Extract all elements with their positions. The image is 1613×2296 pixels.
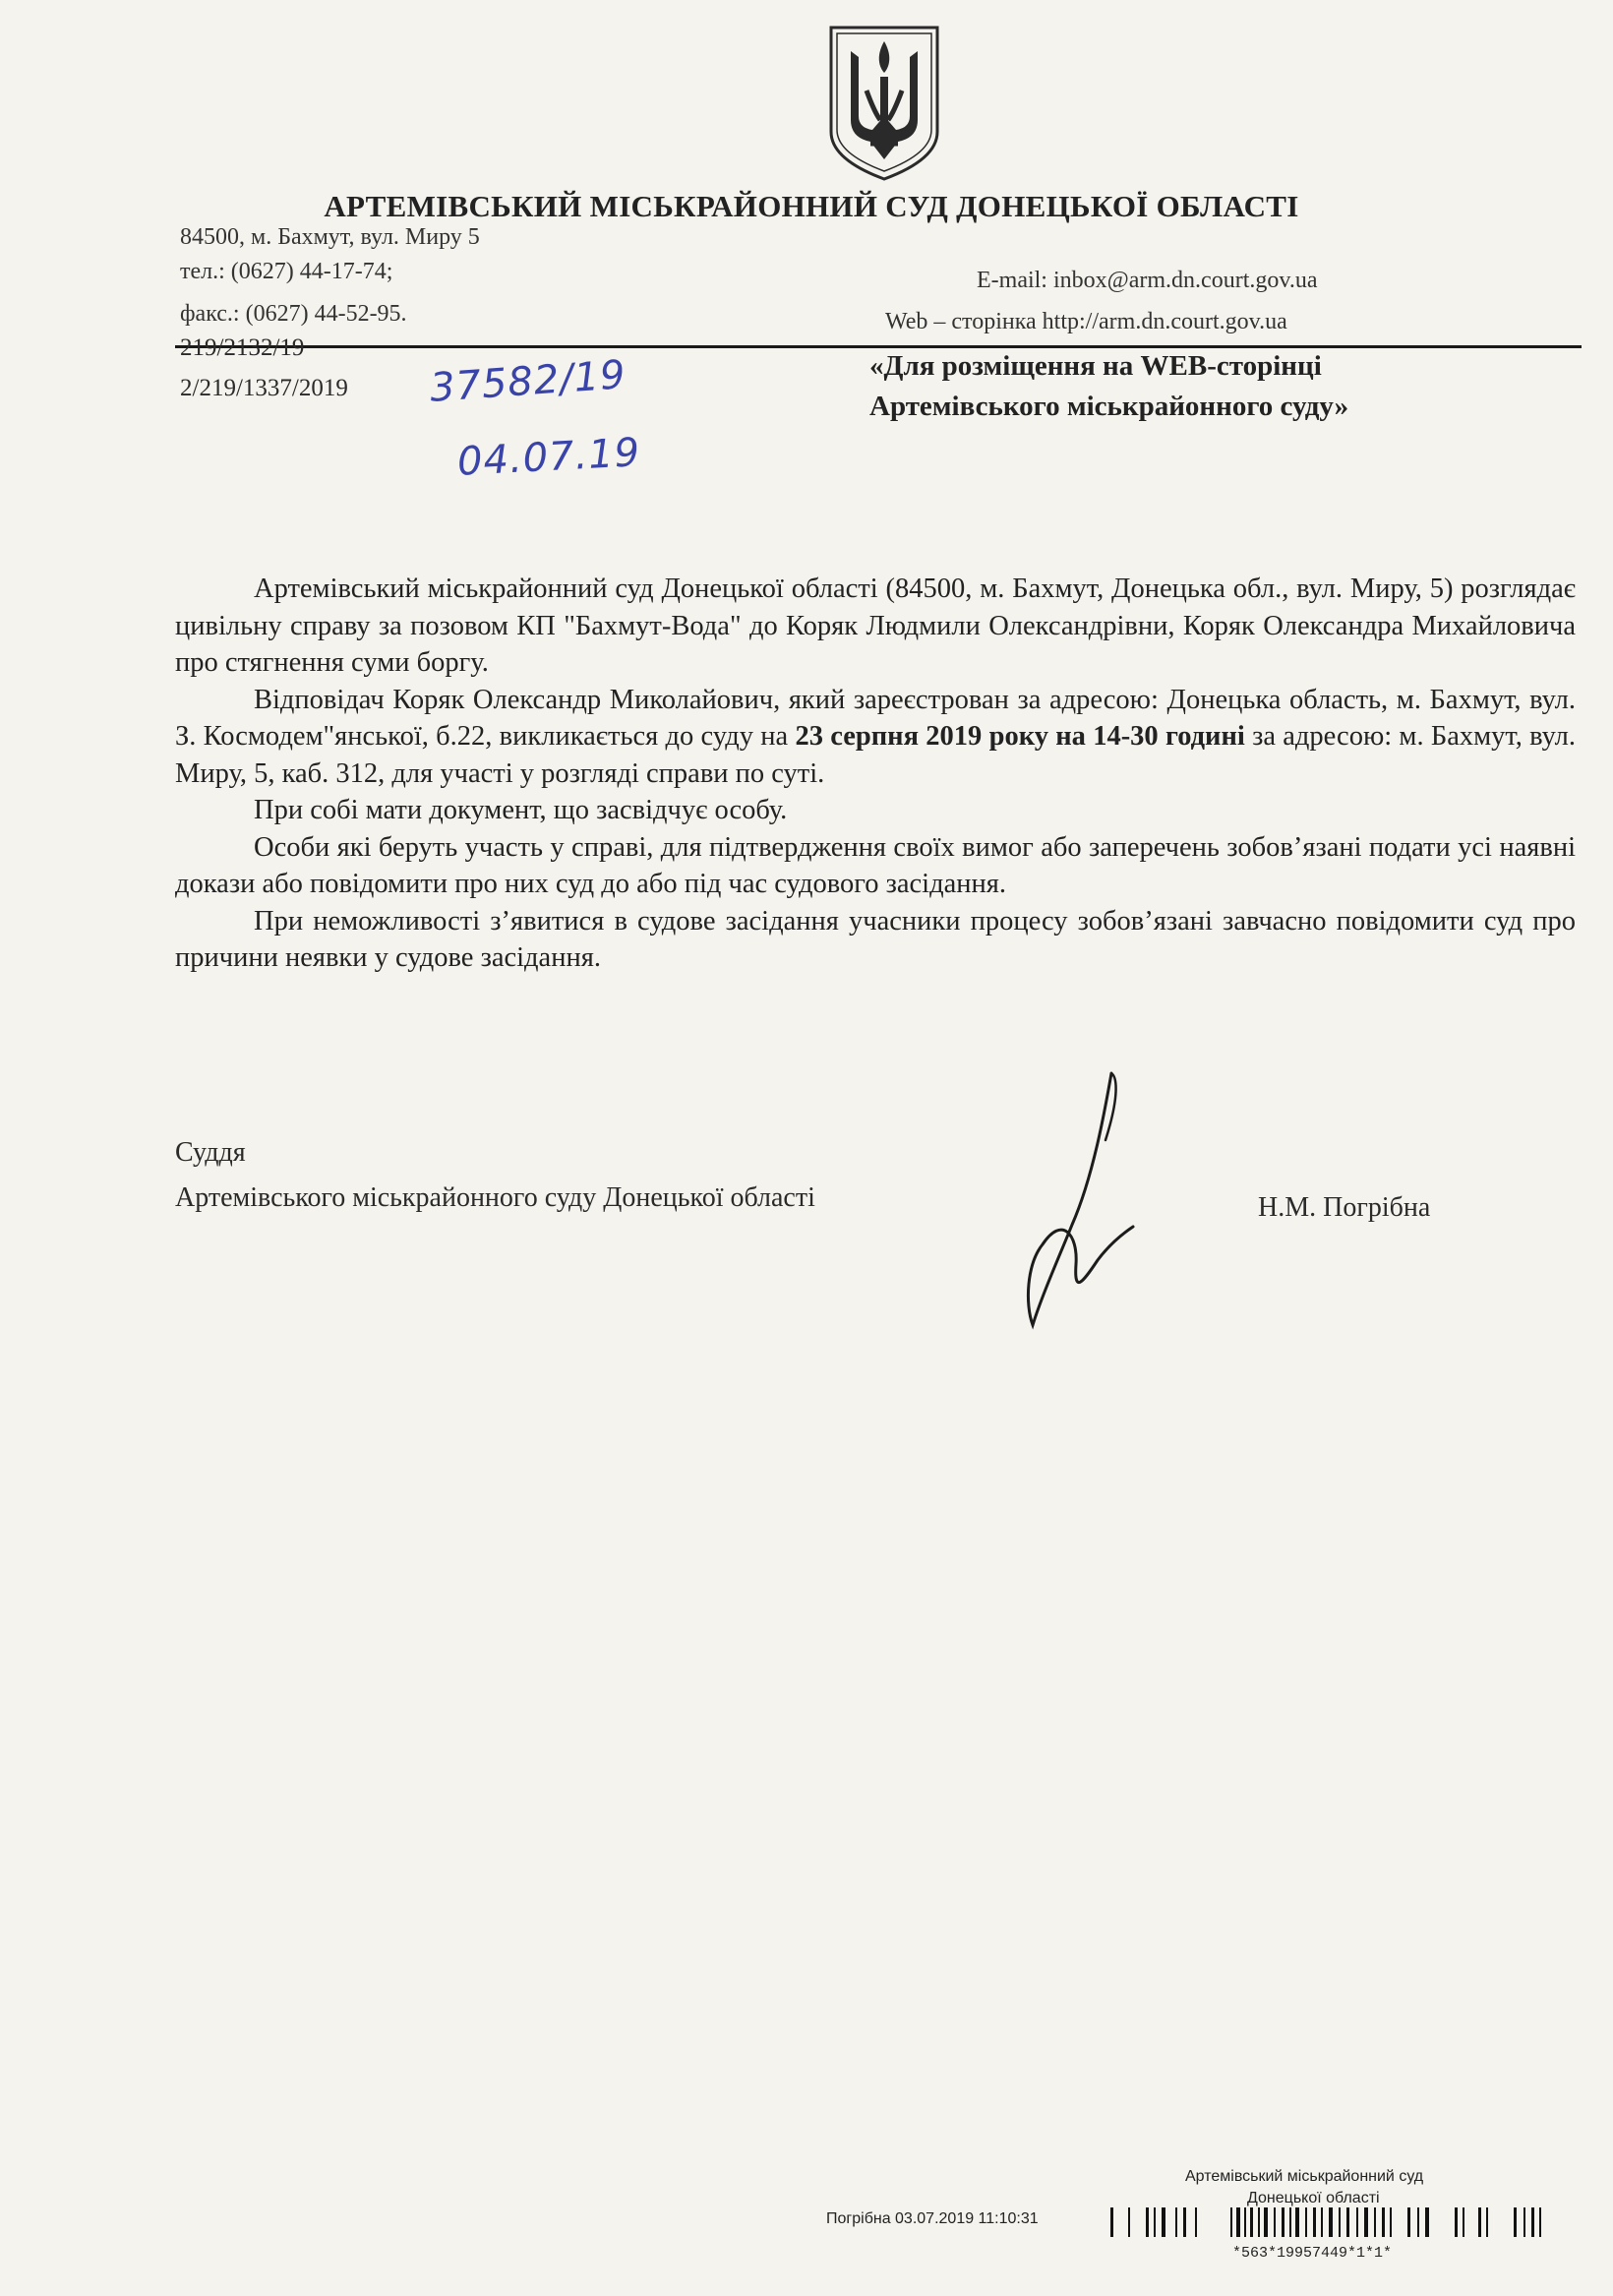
case-number: 219/2132/19 xyxy=(180,334,305,361)
judge-name: Н.М. Погрібна xyxy=(1258,1192,1431,1223)
stamp-court-line-2: Донецької області xyxy=(1247,2190,1380,2206)
stamp-court-line-1: Артемівський міськрайонний суд xyxy=(1185,2168,1424,2185)
court-website: Web – сторінка http://arm.dn.court.gov.ua xyxy=(885,309,1287,334)
handwritten-signature xyxy=(1003,1067,1180,1333)
e-signature-stamp: Погрібна 03.07.2019 11:10:31 xyxy=(826,2210,1039,2227)
web-publication-note-line-1: «Для розміщення на WEB-сторінці xyxy=(869,350,1322,382)
handwritten-registration-date: 04.07.19 xyxy=(455,430,642,485)
judge-role: Суддя xyxy=(175,1137,246,1168)
barcode-icon xyxy=(1106,2205,1569,2239)
court-address: 84500, м. Бахмут, вул. Миру 5 xyxy=(180,224,480,250)
notice-body xyxy=(175,571,1576,977)
handwritten-registration-number: 37582/19 xyxy=(428,352,627,411)
coat-of-arms-icon xyxy=(823,22,945,184)
barcode-text: *563*19957449*1*1* xyxy=(1232,2245,1393,2262)
proceeding-number: 2/219/1337/2019 xyxy=(180,375,348,401)
body-paragraph-summons: Відповідач Коряк Олександр Миколайович, який зареєстрован за адресою: Донецька область, м. Бахмут, вул. З. Космодем"янської, б.22, викликається до суду на 23 серпня 2019 року на 14-30 годині за адресою: м. Бахмут, вул. Миру, 5, каб. 312, для участі у розгляді справи по суті. xyxy=(175,684,1576,789)
court-title: АРТЕМІВСЬКИЙ МІСЬКРАЙОННИЙ СУД ДОНЕЦЬКОЇ ОБЛАСТІ xyxy=(324,189,1299,223)
body-paragraph: Артемівський міськрайонний суд Донецької області (84500, м. Бахмут, Донецька обл., вул. Миру, 5) розглядає цивільну справу за позовом КП "Бахмут-Вода" до Коряк Людмили Олександрівни, Коряк Олександра Михайловича про стягнення суми боргу. xyxy=(175,574,1576,678)
body-paragraph: При неможливості з’явитися в судове засідання учасники процесу зобов’язані завчасно повідомити суд про причини неявки у судове засідання. xyxy=(175,905,1576,973)
web-publication-note-line-2: Артемівського міськрайонного суду» xyxy=(869,391,1349,422)
body-paragraph: Особи які беруть участь у справі, для підтвердження своїх вимог або заперечень зобов’язані подати усі наявні докази або повідомити про них суд до або під час судового засідання. xyxy=(175,831,1576,899)
judge-court: Артемівського міськрайонного суду Донецької області xyxy=(175,1182,815,1213)
hearing-date-time: 23 серпня 2019 року на 14-30 годині xyxy=(795,721,1245,752)
court-phone: тел.: (0627) 44-17-74; xyxy=(180,259,393,284)
body-paragraph: При собі мати документ, що засвідчує особу. xyxy=(254,795,788,825)
court-fax: факс.: (0627) 44-52-95. xyxy=(180,301,407,327)
court-email: E-mail: inbox@arm.dn.court.gov.ua xyxy=(977,268,1318,293)
